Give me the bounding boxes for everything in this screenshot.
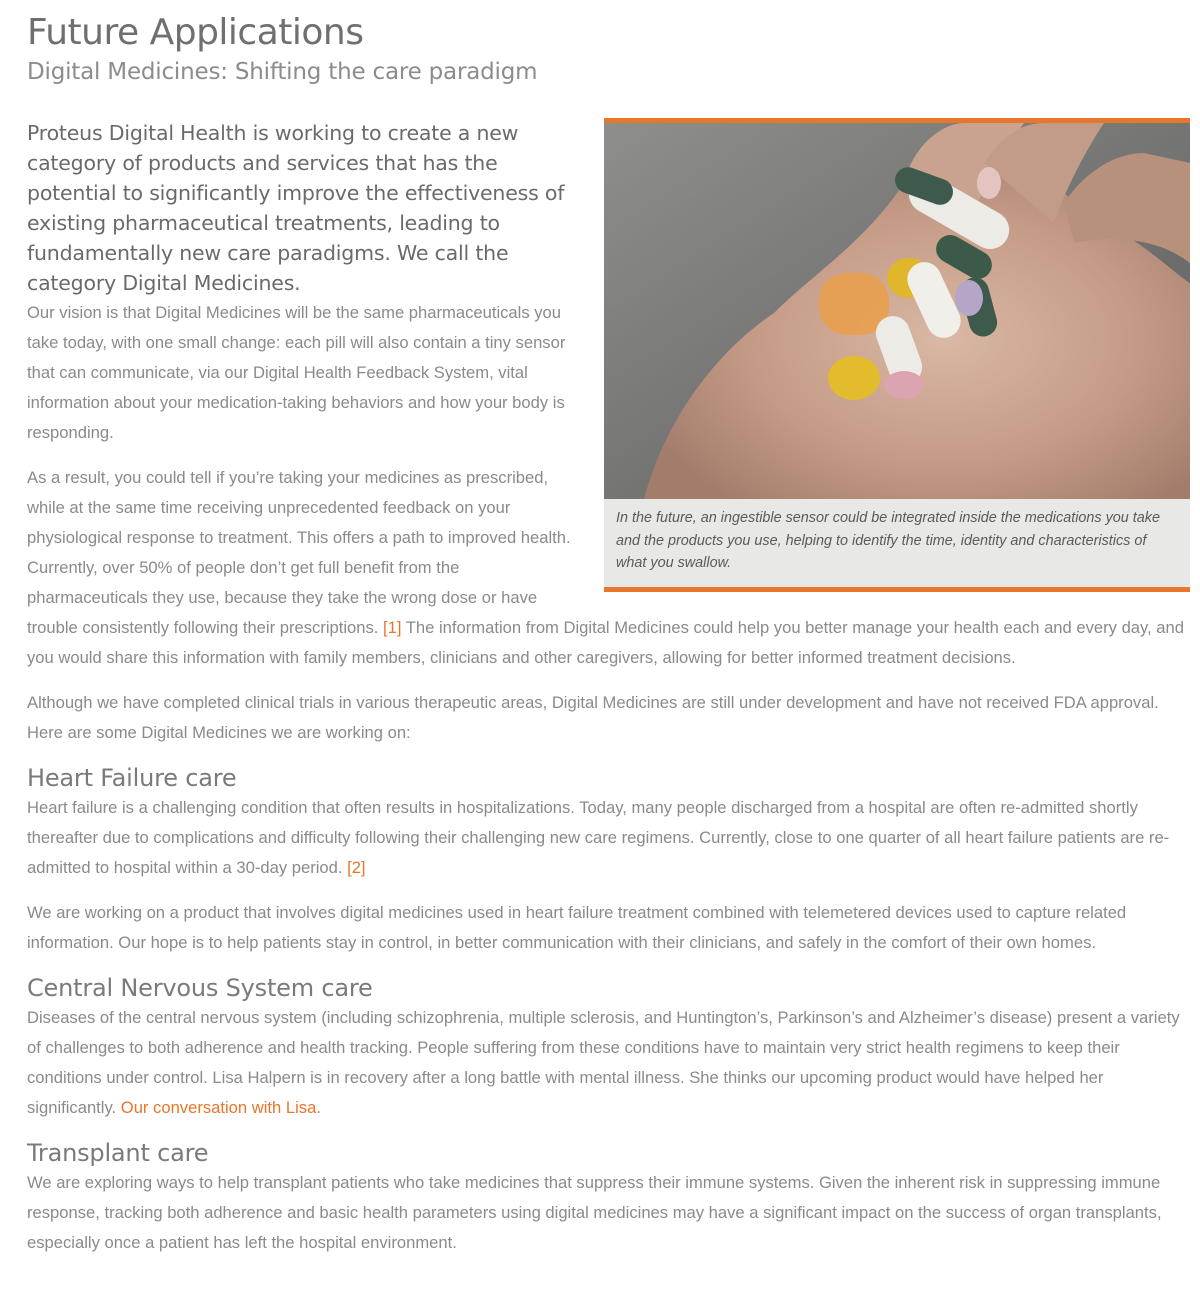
article <box>27 0 1190 1273</box>
cns-text: Diseases of the central nervous system (including schizophrenia, multiple sclerosis, and Huntington’s, Parkinson’s and Alzheimer’s disease) present a variety of challenges to both adherence and health tracking. People suffering from these conditions have to maintain very strict health regimens to keep their conditions under control. Lisa Halpern is in recovery after a long battle with mental illness. She thinks our upcoming product would have helped her significantly. <box>27 1008 1180 1117</box>
result-text-a: As a result, you could tell if you’re taking your medicines as prescribed, while at the same time receiving unprecedented feedback on your physiological response to treatment. This offers a path to improved health. Currently, over 50% of people don’t get full benefit from the pharmaceuticals they use, because they take the wrong dose or have trouble consistently following their prescriptions. <box>27 468 571 637</box>
cns-period: . <box>316 1098 321 1117</box>
lisa-conversation-link[interactable]: Our conversation with Lisa <box>120 1098 317 1117</box>
reference-link-2[interactable]: [2] <box>347 858 366 877</box>
pills-photo-illustration <box>604 123 1190 499</box>
heart-failure-heading: Heart Failure care <box>27 764 237 792</box>
cns-heading: Central Nervous System care <box>27 974 373 1002</box>
figure <box>604 118 1190 592</box>
result-text-b: The information from Digital Medicines could help you better manage your health each and every day, and you would share this information with family members, clinicians and other caregivers, allowing for better informed treatment decisions. <box>27 618 1184 667</box>
figure-caption: In the future, an ingestible sensor could be integrated inside the medications you take and the products you use, helping to identify the time, identity and characteristics of what you swallow. <box>616 510 1160 571</box>
lead-paragraph: Proteus Digital Health is working to create a new category of products and services that has the potential to significantly improve the effectiveness of existing pharmaceutical treatments, leading to fundamentally new care paradigms. We call the category Digital Medicines. <box>27 121 565 295</box>
heart-text: Heart failure is a challenging condition that often results in hospitalizations. Today, many people discharged from a hospital are often re-admitted shortly thereafter due to complications and difficulty following their challenging new care regimens. Currently, close to one quarter of all heart failure patients are re-admitted to hospital within a 30-day period. <box>27 798 1170 877</box>
status-paragraph: Although we have completed clinical trials in various therapeutic areas, Digital Medicines are still under development and have not received FDA approval. Here are some Digital Medicines we are working on: <box>27 693 1159 742</box>
transplant-heading: Transplant care <box>27 1139 209 1167</box>
cns-paragraph <box>27 1003 1190 1123</box>
heart-failure-paragraph-2: We are working on a product that involves digital medicines used in heart failure treatment combined with telemetered devices used to capture related information. Our hope is to help patients stay in control, in better communication with their clinicians, and safely in the comfort of their own homes. <box>27 903 1127 952</box>
reference-link-1[interactable]: [1] <box>383 618 402 637</box>
page-title: Future Applications <box>27 12 364 53</box>
pills-in-hand-photo <box>604 123 1190 499</box>
vision-paragraph: Our vision is that Digital Medicines will be the same pharmaceuticals you take today, with one small change: each pill will also contain a tiny sensor that can communicate, via our Digital Health Feedback System, vital information about your medication-taking behaviors and how your body is responding. <box>27 303 566 442</box>
page-subtitle: Digital Medicines: Shifting the care paradigm <box>27 59 538 85</box>
heart-failure-paragraph-1 <box>27 793 1190 883</box>
transplant-paragraph: We are exploring ways to help transplant patients who take medicines that suppress their immune systems. Given the inherent risk in suppressing immune response, tracking both adherence and basic health parameters using digital medicines may have a significant impact on the success of organ transplants, especially once a patient has left the hospital environment. <box>27 1173 1162 1252</box>
